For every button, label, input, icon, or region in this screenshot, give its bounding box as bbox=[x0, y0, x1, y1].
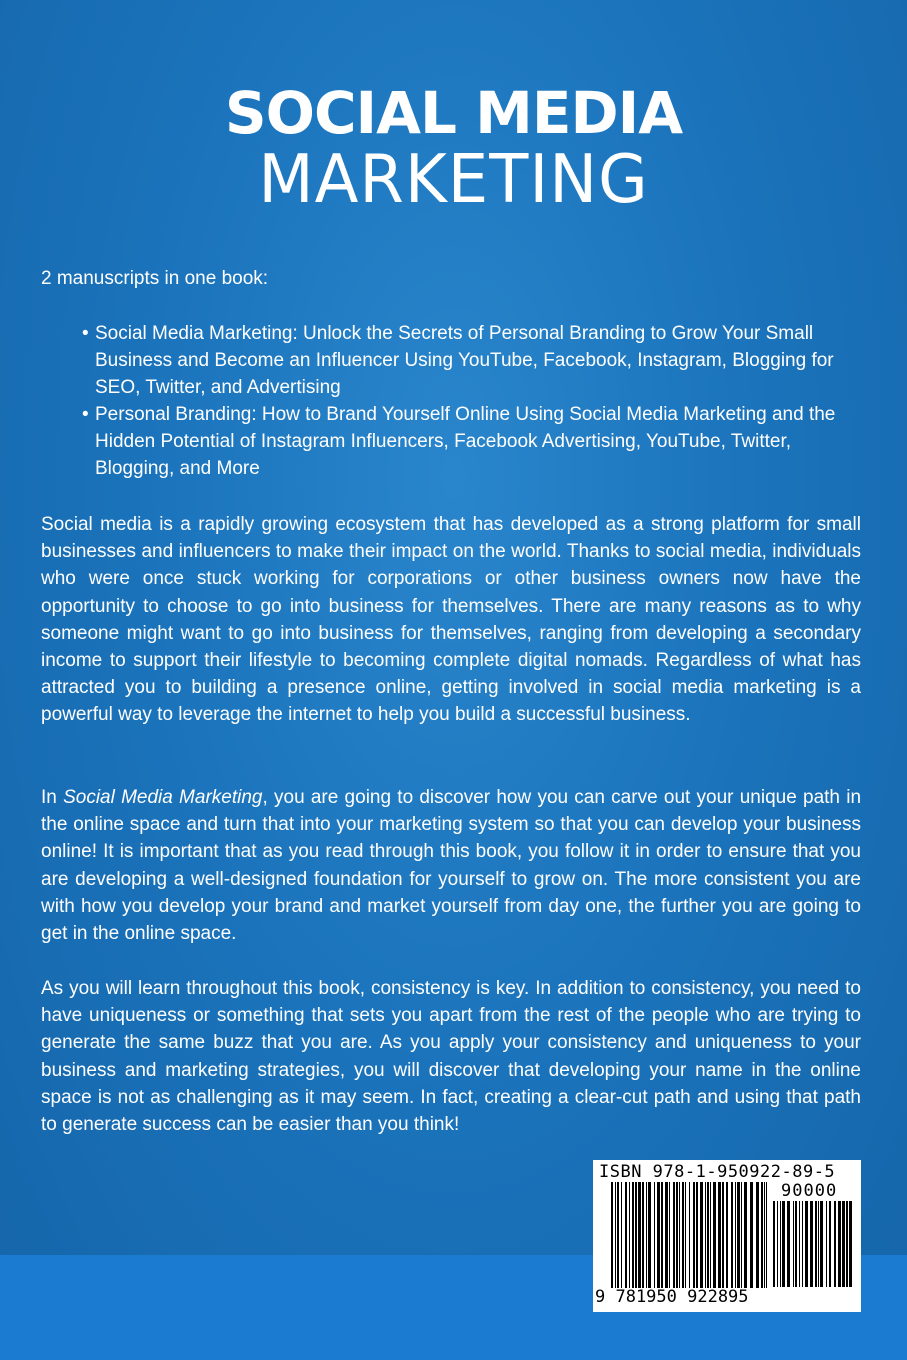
barcode-bar bbox=[787, 1201, 790, 1287]
barcode-bar bbox=[782, 1201, 785, 1287]
barcode-bar bbox=[617, 1182, 619, 1288]
barcode-bar bbox=[773, 1201, 775, 1287]
barcode-bar bbox=[621, 1182, 622, 1288]
description-paragraph-2 bbox=[41, 784, 861, 947]
barcode-bar bbox=[661, 1182, 663, 1288]
barcode-bar bbox=[764, 1182, 765, 1288]
barcode-bar bbox=[676, 1182, 678, 1288]
barcode-bar bbox=[696, 1182, 698, 1288]
manuscripts-intro: 2 manuscripts in one book: bbox=[41, 268, 269, 289]
barcode-bar bbox=[611, 1182, 613, 1288]
barcode-bar bbox=[761, 1182, 763, 1288]
barcode-bar bbox=[826, 1201, 827, 1287]
barcode-bar bbox=[726, 1182, 728, 1288]
manuscript-list-item bbox=[82, 320, 862, 401]
barcode-bar bbox=[735, 1182, 736, 1288]
barcode-bar bbox=[693, 1182, 695, 1288]
barcode-bar bbox=[802, 1201, 803, 1287]
barcode-bar bbox=[744, 1182, 747, 1288]
barcode-bar bbox=[731, 1182, 733, 1288]
barcode-bar bbox=[705, 1182, 706, 1288]
barcode-bar bbox=[689, 1182, 690, 1288]
barcode-bar bbox=[838, 1201, 841, 1287]
barcode-bar bbox=[679, 1182, 680, 1288]
barcode-bar bbox=[810, 1201, 813, 1287]
title-line-2: MARKETING bbox=[258, 141, 649, 219]
description-paragraph-1: Social media is a rapidly growing ecosystem that has developed as a strong platform for small businesses and influencers to make their impact on the world. Thanks to social media, individuals who were once stuck working for corporations or other business owners now have the opportunity to choose to go into business for themselves. There are many reasons as to why someone might want to go into business for themselves, ranging from developing a secondary income to support their lifestyle to becoming complete digital nomads. Regardless of what has attracted you to building a presence online, getting involved in social media marketing is a powerful way to leverage the internet to help you build a successful business. bbox=[41, 514, 861, 726]
barcode-bar bbox=[777, 1201, 778, 1287]
manuscript-list-item bbox=[82, 401, 862, 482]
barcode-bar bbox=[700, 1182, 703, 1288]
price-code: 90000 bbox=[781, 1181, 838, 1201]
barcode-bar bbox=[682, 1182, 684, 1288]
barcode-bar bbox=[834, 1201, 836, 1287]
manuscript-title: Social Media Marketing: Unlock the Secrets of Personal Branding to Grow Your Small Business and Become an Influencer Using YouTube, Facebook, Instagram, Blogging for SEO, Twitter, and Advertising bbox=[95, 323, 834, 398]
barcode-bar bbox=[795, 1201, 797, 1287]
barcode-bar bbox=[625, 1182, 627, 1288]
barcode-bar bbox=[829, 1201, 831, 1287]
barcode-bar bbox=[685, 1182, 686, 1288]
ean-digits: 9 781950 922895 bbox=[595, 1287, 749, 1307]
barcode-bar bbox=[646, 1182, 647, 1288]
barcode-bar bbox=[642, 1182, 644, 1288]
barcode-bar bbox=[635, 1182, 637, 1288]
manuscript-title: Personal Branding: How to Brand Yourself Online Using Social Media Marketing and the Hidden Potential of Instagram Influencers, Facebook Advertising, YouTube, Twitter, Blogging, and More bbox=[95, 404, 836, 479]
barcode-bar bbox=[818, 1201, 819, 1287]
bullet-marker: • bbox=[82, 404, 89, 425]
barcode-bar bbox=[737, 1182, 740, 1288]
barcode-bar bbox=[722, 1182, 724, 1288]
isbn-label: ISBN 978-1-950922-89-5 bbox=[599, 1162, 836, 1182]
barcode-bar bbox=[648, 1182, 651, 1288]
book-title-italic: Social Media Marketing bbox=[63, 787, 263, 808]
barcode-bar bbox=[780, 1201, 781, 1287]
barcode-bar bbox=[741, 1182, 742, 1288]
barcode-bar bbox=[756, 1182, 759, 1288]
barcode-bar bbox=[707, 1182, 709, 1288]
ean-barcode-bars bbox=[611, 1182, 771, 1290]
barcode-bar bbox=[849, 1201, 852, 1287]
barcode-bar bbox=[629, 1182, 630, 1288]
barcode-bar bbox=[638, 1182, 641, 1288]
bullet-marker: • bbox=[82, 323, 89, 344]
barcode-bar bbox=[805, 1201, 808, 1287]
barcode-bar bbox=[632, 1182, 634, 1288]
description-paragraph-3: As you will learn throughout this book, consistency is key. In addition to consistency, you need to have uniqueness or something that sets you apart from the rest of the people who are trying to generate the same buzz that you are. As you apply your consistency and uniqueness to your business and marketing strategies, you will discover that developing your name in the online space is not as challenging as it may seem. In fact, creating a clear-cut path and using that path to generate success can be easier than you think! bbox=[41, 978, 861, 1136]
paragraph-rest: , you are going to discover how you can carve out your unique path in the online space and turn that into your marketing system so that you can develop your business online! It is important that as you read through this book, you follow it in order to ensure that you are developing a well-designed foundation for yourself to grow on. The more consistent you are with how you develop your brand and market yourself from day one, the further you are going to get in the online space. bbox=[41, 787, 862, 945]
barcode-bar bbox=[657, 1182, 660, 1288]
barcode-bar bbox=[615, 1182, 616, 1288]
barcode-bar bbox=[713, 1182, 716, 1288]
barcode-bar bbox=[846, 1201, 848, 1287]
addon-barcode-bars bbox=[773, 1201, 857, 1289]
barcode-bar bbox=[750, 1182, 753, 1288]
paragraph-lead: In bbox=[41, 787, 64, 808]
isbn-barcode bbox=[593, 1160, 861, 1312]
manuscript-list bbox=[82, 320, 862, 482]
barcode-bar bbox=[665, 1182, 668, 1288]
barcode-bar bbox=[654, 1182, 655, 1288]
barcode-bar bbox=[799, 1201, 800, 1287]
barcode-bar bbox=[718, 1182, 721, 1288]
title-line-1: SOCIAL MEDIA bbox=[224, 79, 683, 147]
barcode-bar bbox=[669, 1182, 670, 1288]
barcode-bar bbox=[793, 1201, 794, 1287]
barcode-bar bbox=[815, 1201, 817, 1287]
barcode-bar bbox=[673, 1182, 675, 1288]
barcode-bar bbox=[820, 1201, 823, 1287]
barcode-bar bbox=[766, 1182, 767, 1288]
barcode-bar bbox=[710, 1182, 711, 1288]
barcode-bar bbox=[842, 1201, 845, 1287]
